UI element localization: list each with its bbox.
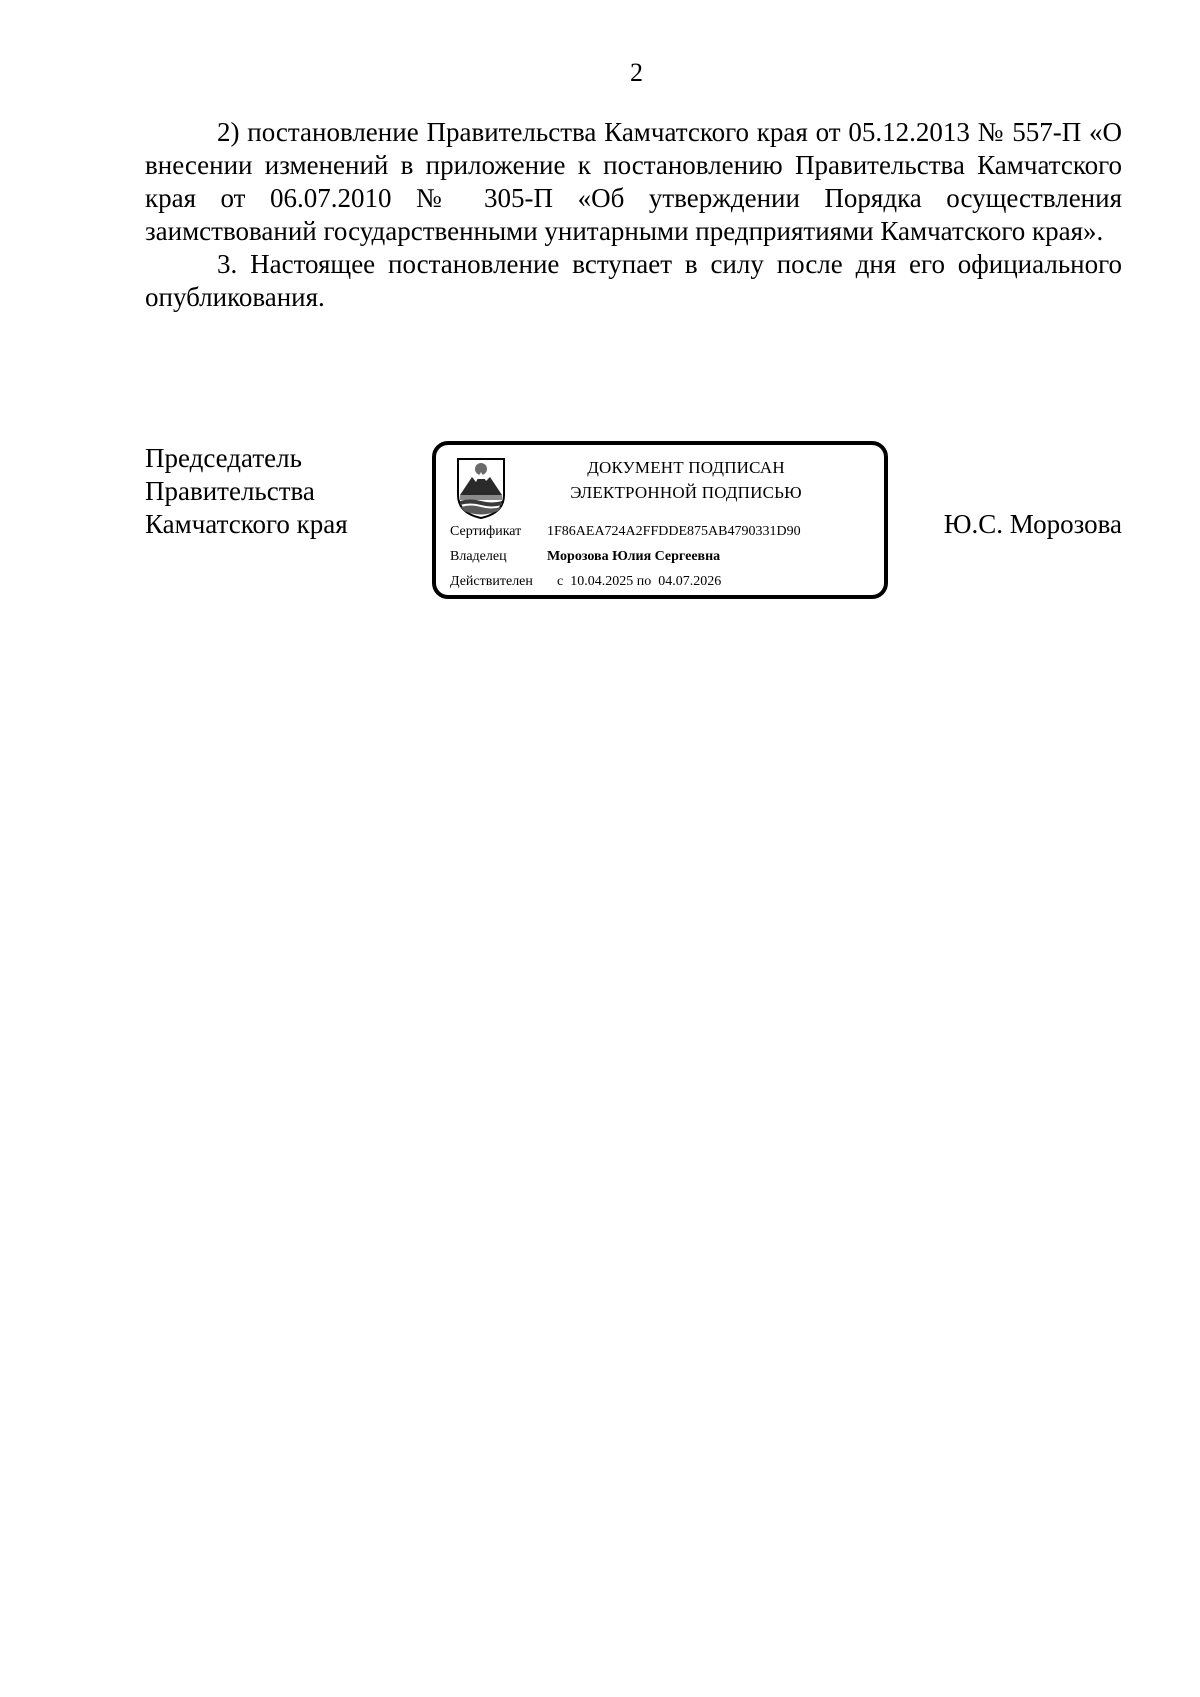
valid-to-prefix: по — [636, 574, 652, 589]
owner-label: Владелец — [450, 549, 507, 564]
document-body — [145, 116, 1122, 314]
signer-title-line: Правительства — [145, 476, 315, 506]
signer-name: Ю.С. Морозова — [943, 509, 1122, 539]
paragraph-repealed-act: 2) постановление Правительства Камчатского края от 05.12.2013 № 557-П «О внесении изменений в приложение к постановлению Правительства Камчатского края от 06.07.2010 № 305-П «Об утверждении Порядка осуществления заимствований государственными унитарными предприятиями Камчатского края». — [145, 117, 1122, 246]
signer-title-line: Председатель — [145, 443, 302, 473]
signer-title-line: Камчатского края — [145, 509, 348, 539]
owner-value: Морозова Юлия Сергеевна — [547, 549, 721, 564]
stamp-heading-line: ДОКУМЕНТ ПОДПИСАН — [587, 458, 785, 477]
certificate-label: Сертификат — [450, 524, 522, 539]
valid-from-date: 10.04.2025 — [570, 574, 634, 589]
page-number: 2 — [630, 58, 643, 87]
electronic-signature-stamp — [432, 441, 888, 599]
valid-from-prefix: с — [557, 574, 564, 589]
stamp-certificate-row — [450, 523, 801, 541]
stamp-validity-row — [450, 573, 721, 591]
stamp-owner-row — [450, 548, 720, 566]
stamp-heading-line: ЭЛЕКТРОННОЙ ПОДПИСЬЮ — [570, 483, 802, 502]
valid-to-date: 04.07.2026 — [658, 574, 722, 589]
kamchatka-coat-of-arms-icon — [454, 455, 508, 521]
paragraph-entry-into-force: 3. Настоящее постановление вступает в силу после дня его официального опубликования. — [145, 249, 1122, 312]
signer-title — [145, 442, 348, 541]
valid-label: Действителен — [450, 574, 533, 589]
certificate-value: 1F86AEA724A2FFDDE875AB4790331D90 — [547, 524, 801, 539]
stamp-heading — [516, 455, 856, 505]
